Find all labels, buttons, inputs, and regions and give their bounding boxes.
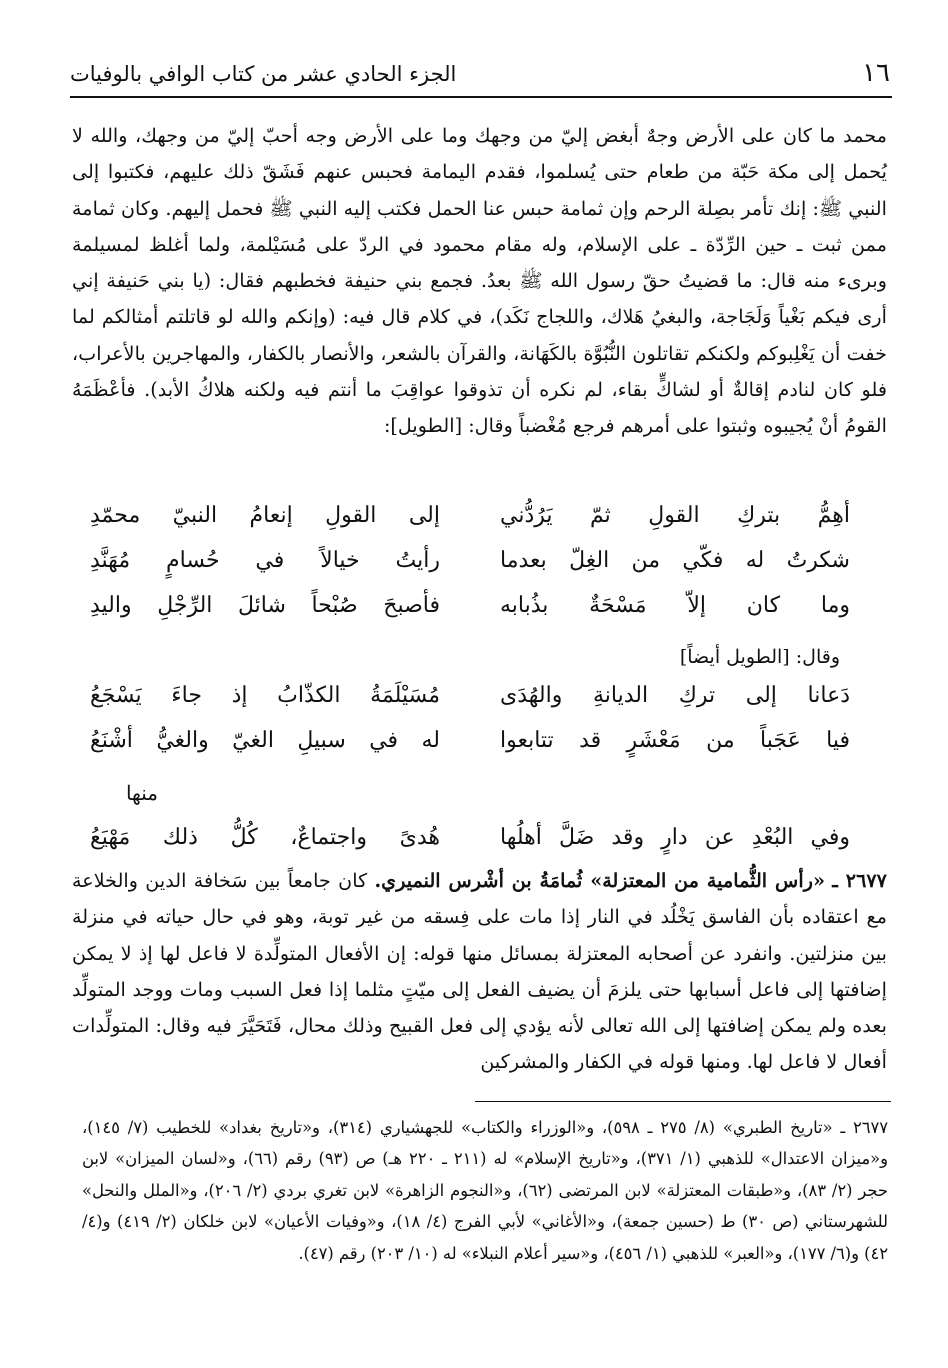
page-number: ١٦: [862, 58, 890, 88]
verse-first-hemistich: شكرتُ له فكّي من الغِلّ بعدما: [500, 548, 850, 573]
verse-first-hemistich: أهِمُّ بتركِ القولِ ثمّ يَرُدُّني: [500, 503, 850, 528]
biography-entry: [72, 863, 887, 1081]
verse-second-hemistich: هُدىً واجتماعٌ، كُلُّ ذلك مَهْيَعُ: [90, 825, 440, 850]
verse-line: [90, 586, 850, 631]
entry-title: «رأس الثُّمامية من المعتزلة» ثُمامَةُ بن أشْرس النميري.: [374, 869, 825, 892]
verse-first-hemistich: دَعانا إلى تركِ الديانةِ والهُدَى: [500, 683, 850, 708]
footnote-rule: [475, 1101, 891, 1102]
poem-block-1: [90, 496, 850, 631]
entry-text: كان جامعاً بين سَخافة الدين والخلاعة مع اعتقاده بأن الفاسق يَخْلُد في النار إذا مات على فِسقه من غير توبة، وهو في حال حياته في منزلة بين منزلتين. وانفرد عن أصحابه المعتزلة بمسائل منها قوله: إن الأفعال المتولِّدة لا فاعل لها إذ لا يمكن إضافتها إلى فاعل أسبابها حتى يلزمَ أن يضيف الفعل إلى ميّتٍ مثلما إذا فعل السبب ومات ووجد المتولِّد بعده ولم يمكن إضافتها إلى الله تعالى لأنه يؤدي إلى فعل القبيح وذلك محال، فَتَحَيَّرَ فيه وقال: المتولِّدات أفعال لا فاعل لها. ومنها قوله في الكفار والمشركين: [72, 869, 887, 1074]
verse-second-hemistich: فأصبحَ صُبْحاً شائلَ الرِّجْلِ واليدِ: [90, 593, 440, 618]
footnotes: [82, 1112, 888, 1269]
header-rule: [70, 96, 892, 98]
footnote-text: ٢٦٧٧ ـ «تاريخ الطبري» (٨/ ٢٧٥ ـ ٥٩٨)، و«الوزراء والكتاب» للجهشياري (٣١٤)، و«تاريخ بغداد» للخطيب (٧/ ١٤٥)، و«ميزان الاعتدال» للذهبي (١/ ٣٧١)، و«تاريخ الإسلام» له (٢١١ ـ ٢٢٠ هـ) ص (٩٣) رقم (٦٦)، و«لسان الميزان» لابن حجر (٢/ ٨٣)، و«طبقات المعتزلة» لابن المرتضى (٦٢)، و«النجوم الزاهرة» لابن تغري بردي (٢/ ٢٠٦)، و«الملل والنحل» للشهرستاني (ص ٣٠) ط (حسين جمعة)، و«الأغاني» لأبي الفرج (٤/ ١٨)، و«وفيات الأعيان» لابن خلكان (٢/ ٤١٩) و(٤/ ٤٢) و(٦/ ١٧٧)، و«العبر» للذهبي (١/ ٤٥٦)، و«سير أعلام النبلاء» له (١٠/ ٢٠٣) رقم (٤٧).: [82, 1118, 889, 1263]
verse-first-hemistich: فيا عَجَباً من مَعْشَرٍ قد تتابعوا: [500, 728, 850, 753]
paragraph-text: محمد ما كان على الأرض وجهٌ أبغض إليّ من وجهك وما على الأرض وجه أحبّ إليّ من وجهك، والله لا يُحمل إلى مكة حَبّة من طعام حتى يُسلموا، فقدم اليمامة فحبس عنهم فَشَقّ ذلك عليهم، فكتبوا إلى النبي ﷺ: إنك تأمر بصِلة الرحم وإن ثمامة حبس عنا الحمل فكتب إليه النبي ﷺ فحمل إليهم. وكان ثمامة ممن ثبت ـ حين الرِّدّة ـ على الإسلام، وله مقام محمود في الردّ على مُسَيْلمة، ولما أغلظ لمسيلمة وبرىء منه قال: ما قضيتُ حقّ رسول الله ﷺ بعدُ. فجمع بني حنيفة فخطبهم فقال: (يا بني حَنيفة إني أرى فيكم بَغْياً وَلَجَاجة، والبغيُ هَلاك، واللجاج نَكَد)، في كلام قال فيه: (وإنكم والله لو قاتلتم أمثالكم لما خفت أن يَغْلِبوكم ولكنكم تقاتلون النُّبُوَّة بالكَهَانة، والقرآن بالشعر، والأنصار بالكفار، والمهاجرين بالأعراب، فلو كان لنادم إقالةٌ أو لشاكٍّ بقاء، لم نكره أن تذوقوا عواقِبَ ما أنتم فيه ولكنه هلاكُ الأبد). فأعْظَمَهُ القومُ أنْ يُجيبوه وثبتوا على أمرهم فرجع مُغْضباً وقال: [الطويل]:: [72, 124, 887, 438]
verse-line: [90, 496, 850, 541]
running-title: الجزء الحادي عشر من كتاب الوافي بالوفيات: [70, 62, 457, 86]
continuation-label: منها: [125, 781, 158, 805]
meter-label: وقال: [الطويل أيضاً]: [679, 646, 840, 668]
verse-line: [90, 818, 850, 863]
verse-second-hemistich: مُسَيْلَمَةُ الكذّابُ إذ جاءَ يَسْجَعُ: [90, 683, 440, 708]
verse-line: [90, 676, 850, 721]
paragraph-main: [72, 118, 887, 445]
entry-paragraph: [72, 863, 887, 1081]
verse-first-hemistich: وفي البُعْدِ عن دارٍ وقد ضَلَّ أهلُها: [500, 825, 850, 850]
verse-line: [90, 541, 850, 586]
page-header: [70, 56, 890, 96]
verse-second-hemistich: له في سبيلِ الغيّ والغيُّ أشْنَعُ: [90, 728, 440, 753]
verse-first-hemistich: وما كان إلاّ مَسْحَةٌ بذُبابه: [500, 593, 850, 618]
verse-second-hemistich: إلى القولِ إنعامُ النبيّ محمّدِ: [90, 503, 440, 528]
poem-block-3: [90, 818, 850, 863]
poem-block-2: [90, 676, 850, 766]
verse-line: [90, 721, 850, 766]
entry-number: ٢٦٧٧ ـ: [832, 869, 887, 892]
verse-second-hemistich: رأيتُ خيالاً في حُسامٍ مُهَنَّدِ: [90, 548, 440, 573]
